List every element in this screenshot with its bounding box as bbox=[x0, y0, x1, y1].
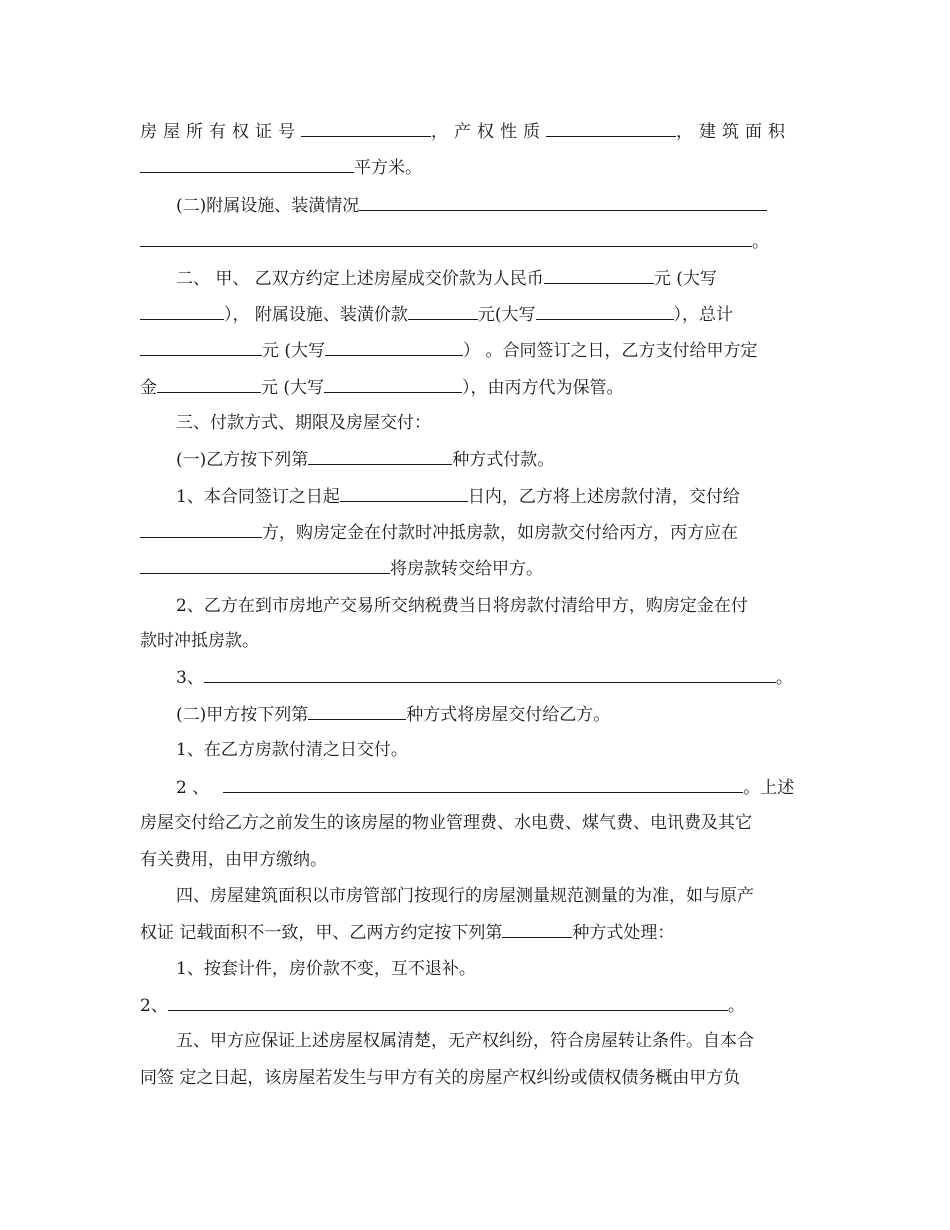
blank-deposit[interactable] bbox=[157, 376, 261, 393]
line-payment-method bbox=[176, 448, 554, 471]
text-area-1: 1、按套计件，房价款不变，互不退补。 bbox=[176, 959, 476, 979]
line-facility-price bbox=[140, 303, 733, 326]
line-area-unit bbox=[140, 156, 422, 179]
text-payment-2-cont: 款时冲抵房款。 bbox=[140, 631, 259, 651]
blank-transfer-time[interactable] bbox=[140, 557, 390, 574]
label-pay-to: 日内，乙方将上述房款付清，交付给 bbox=[467, 487, 740, 507]
line-section-5-cont bbox=[140, 1067, 740, 1089]
label-facility-price: ）， 附属设施、装潢价款 bbox=[224, 305, 408, 325]
label-property-nature: ，产权性质 bbox=[431, 122, 546, 142]
label-delivery-method: (二)甲方按下列第 bbox=[176, 705, 309, 725]
label-facility-capital: 元(大写 bbox=[477, 305, 536, 325]
line-delivery-1 bbox=[176, 739, 408, 761]
line-facilities-cont bbox=[140, 230, 769, 253]
label-payment-method: (一)乙方按下列第 bbox=[176, 450, 309, 470]
text-section-4: 四、房屋建筑面积以市房管部门按现行的房屋测量规范测量的为准，如与原产 bbox=[176, 886, 754, 906]
text-delivery-1: 1、在乙方房款付清之日交付。 bbox=[176, 740, 408, 760]
heading-payment: 三、付款方式、期限及房屋交付： bbox=[176, 413, 431, 433]
label-delivery-method-end: 种方式将房屋交付给乙方。 bbox=[406, 705, 611, 725]
line-delivery-method bbox=[176, 703, 610, 726]
blank-property-nature[interactable] bbox=[546, 120, 676, 137]
blank-facility-price[interactable] bbox=[408, 303, 478, 320]
line-delivery-2 bbox=[176, 776, 794, 799]
blank-deposit-capital[interactable] bbox=[324, 376, 462, 393]
section-5 bbox=[176, 1030, 754, 1052]
label-price-capital: 元 (大写 bbox=[653, 269, 717, 289]
label-total-capital: 元 (大写 bbox=[262, 341, 326, 361]
label-custody: ），由丙方代为保管。 bbox=[462, 378, 624, 398]
period: 。 bbox=[775, 668, 793, 688]
label-payment-method-end: 种方式付款。 bbox=[452, 450, 555, 470]
text-fees-cont: 有关费用，由甲方缴纳。 bbox=[140, 850, 327, 870]
blank-facility-capital[interactable] bbox=[536, 303, 674, 320]
line-payment-1 bbox=[176, 485, 740, 508]
blank-certificate-no[interactable] bbox=[301, 120, 431, 137]
line-payment-3 bbox=[176, 666, 793, 689]
text-payment-2: 2、乙方在到市房地产交易所交纳税费当日将房款付清给甲方，购房定金在付 bbox=[176, 596, 748, 616]
label-above: 。上述 bbox=[743, 778, 795, 798]
blank-item-3[interactable] bbox=[204, 666, 776, 683]
label-deposit-offset: 方，购房定金在付款时冲抵房款，如房款交付给丙方，丙方应在 bbox=[262, 523, 738, 543]
text-section-5: 五、甲方应保证上述房屋权属清楚，无产权纠纷，符合房屋转让条件。自本合 bbox=[176, 1031, 754, 1051]
text-section-5-cont: 同签 定之日起，该房屋若发生与甲方有关的房屋产权纠纷或债权债务概由甲方负 bbox=[140, 1068, 741, 1088]
text-fees: 房屋交付给乙方之前发生的该房屋的物业管理费、水电费、煤气费、电讯费及其它 bbox=[140, 813, 752, 833]
line-deposit bbox=[140, 376, 624, 399]
period: 。 bbox=[752, 232, 769, 252]
label-square-meters: 平方米。 bbox=[354, 158, 422, 178]
label-deposit-intro: ） 。合同签订之日，乙方支付给甲方定 bbox=[463, 341, 758, 361]
line-payment-2-cont bbox=[140, 630, 259, 652]
label-price: 二、 甲、 乙双方约定上述房屋成交价款为人民币 bbox=[176, 269, 544, 289]
label-transfer: 将房款转交给甲方。 bbox=[390, 559, 543, 579]
line-fees-cont bbox=[140, 849, 327, 871]
blank-facilities-cont[interactable] bbox=[140, 230, 752, 247]
line-total bbox=[140, 339, 757, 362]
label-area-method: 权证 记载面积不一致，甲、乙两方约定按下列第 bbox=[140, 923, 503, 943]
line-area-2 bbox=[140, 994, 745, 1017]
label-item-3: 3、 bbox=[176, 668, 204, 688]
line-payment-1-cont2 bbox=[140, 557, 543, 580]
blank-price-capital[interactable] bbox=[140, 303, 224, 320]
line-facilities bbox=[176, 194, 767, 217]
label-deposit-capital: 元 (大写 bbox=[261, 378, 325, 398]
blank-total[interactable] bbox=[140, 339, 262, 356]
section-3-heading bbox=[176, 412, 431, 434]
line-payment-2 bbox=[176, 595, 748, 617]
label-facilities: (二)附属设施、装潢情况 bbox=[176, 196, 360, 216]
line-payment-1-cont bbox=[140, 521, 738, 544]
blank-payee[interactable] bbox=[140, 521, 262, 538]
label-certificate-no: 房屋所有权证号 bbox=[140, 122, 301, 142]
blank-delivery-method[interactable] bbox=[308, 703, 406, 720]
line-area-method bbox=[140, 921, 674, 944]
label-days-from: 1、本合同签订之日起 bbox=[176, 487, 340, 507]
label-area-method-end: 种方式处理： bbox=[572, 923, 675, 943]
label-total: ），总计 bbox=[673, 305, 734, 325]
label-deposit: 金 bbox=[140, 378, 157, 398]
line-price bbox=[176, 267, 717, 290]
blank-area-2[interactable] bbox=[168, 994, 728, 1011]
label-item-2: 2 、 bbox=[176, 778, 210, 798]
blank-price[interactable] bbox=[544, 267, 654, 284]
blank-building-area[interactable] bbox=[140, 156, 354, 173]
label-area-2: 2、 bbox=[140, 996, 168, 1016]
blank-area-method[interactable] bbox=[502, 921, 572, 938]
section-4 bbox=[176, 885, 754, 907]
period: 。 bbox=[727, 996, 745, 1016]
line-fees bbox=[140, 812, 752, 834]
label-building-area: ，建筑面积 bbox=[676, 122, 791, 142]
blank-delivery-2[interactable] bbox=[223, 776, 743, 793]
line-area-1 bbox=[176, 958, 476, 980]
blank-facilities[interactable] bbox=[359, 194, 767, 211]
blank-payment-method[interactable] bbox=[308, 448, 452, 465]
blank-total-capital[interactable] bbox=[325, 339, 463, 356]
line-certificate bbox=[140, 120, 791, 143]
blank-days[interactable] bbox=[340, 485, 468, 502]
